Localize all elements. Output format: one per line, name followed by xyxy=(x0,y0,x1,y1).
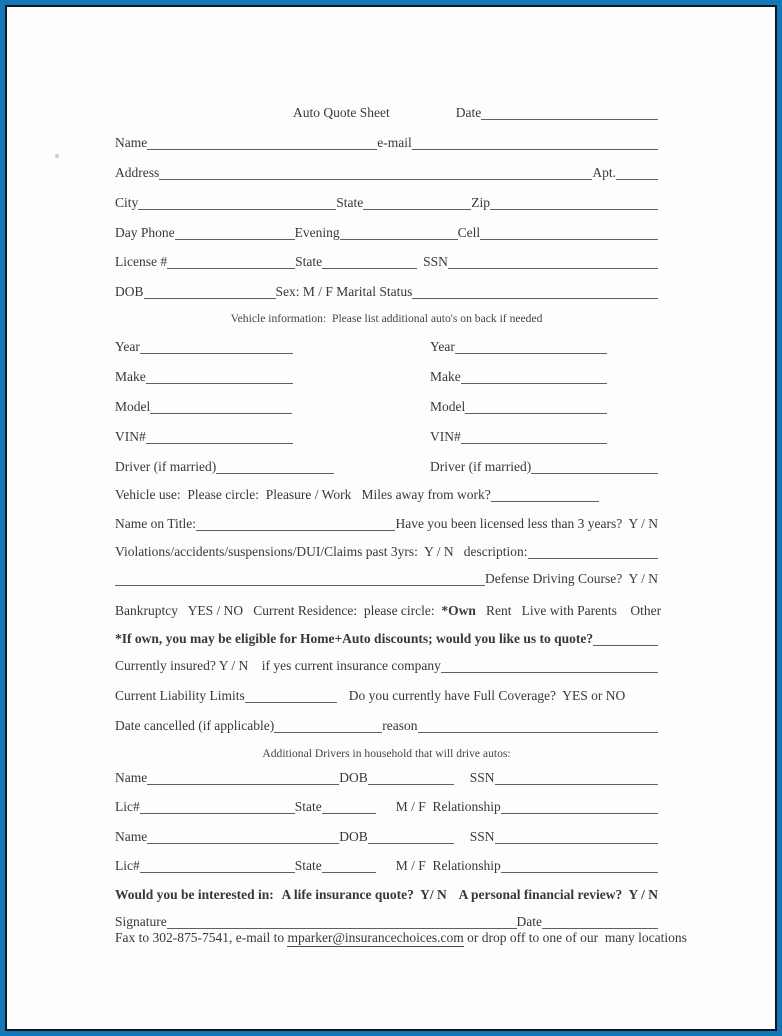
auto-quote-form xyxy=(115,91,687,947)
state-label: State xyxy=(294,858,322,874)
name-label: Name xyxy=(115,829,148,845)
violations-label: Violations/accidents/suspensions/DUI/Claims past 3yrs: Y / N description: xyxy=(115,544,528,560)
licensed-less-3-label: Have you been licensed less than 3 years? Y / N xyxy=(395,516,658,532)
mf-relationship-label: M / F Relationship xyxy=(395,799,501,815)
date-cancelled-blank xyxy=(274,718,382,733)
own-note-label: *If own, you may be eligible for Home+Auto discounts; would you like us to quote? xyxy=(115,631,594,647)
city-blank xyxy=(138,195,336,210)
marital-blank xyxy=(412,284,658,299)
make-blank xyxy=(146,369,293,384)
sex-marital-label: Sex: M / F Marital Status xyxy=(275,284,413,300)
defense-course-label: Defense Driving Course? Y / N xyxy=(485,571,658,587)
dob-blank xyxy=(368,770,454,785)
ssn-label: SSN xyxy=(423,254,448,270)
driver-blank xyxy=(531,459,658,474)
additional-drivers-note-row xyxy=(115,734,658,760)
description-blank xyxy=(528,544,658,559)
name-row xyxy=(115,121,658,151)
year-blank xyxy=(455,339,607,354)
dob-label: DOB xyxy=(115,284,144,300)
make-blank xyxy=(461,369,607,384)
lic-blank xyxy=(140,799,295,814)
date-label: Date xyxy=(455,105,482,121)
model-blank xyxy=(465,399,607,414)
ssn-blank xyxy=(495,770,658,785)
date-cancelled-label: Date cancelled (if applicable) xyxy=(115,718,275,734)
model-label: Model xyxy=(115,399,151,415)
make-label: Make xyxy=(115,369,146,385)
lic-label: Lic# xyxy=(115,858,140,874)
financial-review-label: A personal financial review? Y / N xyxy=(458,887,658,903)
bankruptcy-label: Bankruptcy YES / NO Current Residence: please circle: xyxy=(115,603,442,619)
dob-label: DOB xyxy=(339,829,368,845)
address-label: Address xyxy=(115,165,160,181)
life-quote-label: A life insurance quote? Y/ N xyxy=(281,887,447,903)
vehicle-columns xyxy=(115,325,658,475)
signature-row xyxy=(115,903,658,930)
relationship-blank xyxy=(501,799,658,814)
dob-row xyxy=(115,270,658,300)
name-blank xyxy=(147,829,339,844)
violations-row xyxy=(115,532,658,560)
model-label: Model xyxy=(430,399,466,415)
vehicle-use-label: Vehicle use: Please circle: Pleasure / Work Miles away from work? xyxy=(115,487,491,503)
license-blank xyxy=(167,254,295,269)
model-row xyxy=(115,385,430,415)
mf-relationship-label: M / F Relationship xyxy=(395,858,501,874)
ssn-blank xyxy=(495,829,658,844)
year-row xyxy=(115,325,430,355)
city-row xyxy=(115,181,658,211)
driver-married-label: Driver (if married) xyxy=(115,459,217,475)
year-label: Year xyxy=(115,339,140,355)
apt-blank xyxy=(616,165,658,180)
year-blank xyxy=(140,339,293,354)
date-cancelled-row xyxy=(115,704,658,734)
email-address: mparker@insurancechoices.com xyxy=(287,930,464,945)
name-blank xyxy=(147,770,339,785)
title-row xyxy=(115,91,658,121)
residence-options-label: Rent Live with Parents Other xyxy=(475,603,662,619)
fax-instructions-suffix: or drop off to one of our many locations xyxy=(463,930,687,945)
description-blank-2 xyxy=(115,571,485,586)
state-blank xyxy=(363,195,471,210)
ssn-blank xyxy=(448,254,658,269)
make-row xyxy=(115,355,430,385)
state-label: State xyxy=(294,799,322,815)
ssn-label: SSN xyxy=(469,829,495,845)
vin-blank xyxy=(461,429,607,444)
signature-label: Signature xyxy=(115,914,167,930)
reason-label: reason xyxy=(382,718,418,734)
name-label: Name xyxy=(115,770,148,786)
vin-row xyxy=(430,415,658,445)
miles-blank xyxy=(491,487,599,502)
vehicle-note-row xyxy=(115,300,658,325)
name-on-title-row xyxy=(115,503,658,532)
add-driver-1-lic-row xyxy=(115,786,658,815)
make-label: Make xyxy=(430,369,461,385)
own-note-row xyxy=(115,619,658,647)
vehicle-column-1 xyxy=(115,325,430,475)
city-label: City xyxy=(115,195,139,211)
address-row xyxy=(115,151,658,181)
reason-blank xyxy=(418,718,658,733)
apt-label: Apt. xyxy=(592,165,616,181)
cell-blank xyxy=(480,225,658,240)
driver-married-label: Driver (if married) xyxy=(430,459,532,475)
zip-label: Zip xyxy=(471,195,491,211)
name-blank xyxy=(147,135,377,150)
model-blank xyxy=(150,399,292,414)
vehicle-info-note: Vehicle information: Please list additional auto's on back if needed xyxy=(230,311,543,325)
liability-blank xyxy=(245,688,337,703)
additional-drivers-note: Additional Drivers in household that will drive autos: xyxy=(262,746,511,760)
interested-row xyxy=(115,874,658,903)
year-row xyxy=(430,325,658,355)
add-driver-2-lic-row xyxy=(115,845,658,874)
name-on-title-label: Name on Title: xyxy=(115,516,197,532)
signature-blank xyxy=(167,914,517,929)
ssn-label: SSN xyxy=(469,770,495,786)
lic-blank xyxy=(140,858,295,873)
defense-row xyxy=(115,560,658,587)
zip-blank xyxy=(490,195,658,210)
address-blank xyxy=(159,165,592,180)
name-on-title-blank xyxy=(196,516,395,531)
license-state-blank xyxy=(322,254,417,269)
dob-label: DOB xyxy=(339,770,368,786)
vehicle-column-2 xyxy=(430,325,658,475)
vin-row xyxy=(115,415,430,445)
currently-insured-label: Currently insured? Y / N if yes current insurance company xyxy=(115,658,441,674)
email-label: e-mail xyxy=(377,135,412,151)
state-blank xyxy=(322,858,376,873)
driver-row xyxy=(430,445,658,475)
insurance-company-blank xyxy=(441,658,658,673)
vin-label: VIN# xyxy=(115,429,146,445)
state-blank xyxy=(322,799,376,814)
signature-date-blank xyxy=(542,914,658,929)
model-row xyxy=(430,385,658,415)
phone-row xyxy=(115,211,658,241)
email-blank xyxy=(412,135,658,150)
bankruptcy-row xyxy=(115,587,662,619)
date-label: Date xyxy=(516,914,542,930)
state-label: State xyxy=(336,195,364,211)
dob-blank xyxy=(144,284,276,299)
evening-blank xyxy=(340,225,458,240)
fax-instructions: Fax to 302-875-7541, e-mail to xyxy=(115,930,288,945)
name-label: Name xyxy=(115,135,148,151)
day-phone-label: Day Phone xyxy=(115,225,175,241)
lic-label: Lic# xyxy=(115,799,140,815)
state-label: State xyxy=(295,254,323,270)
add-driver-2-name-row xyxy=(115,815,658,845)
evening-label: Evening xyxy=(294,225,340,241)
license-row xyxy=(115,241,658,270)
cell-label: Cell xyxy=(457,225,481,241)
own-option-label: *Own xyxy=(441,603,476,619)
make-row xyxy=(430,355,658,385)
dob-blank xyxy=(368,829,454,844)
vehicle-use-row xyxy=(115,475,658,503)
fax-row xyxy=(115,930,687,947)
quote-blank xyxy=(593,631,658,646)
date-blank xyxy=(481,105,658,120)
year-label: Year xyxy=(430,339,455,355)
add-driver-1-name-row xyxy=(115,760,658,786)
page-title: Auto Quote Sheet xyxy=(293,105,390,121)
license-label: License # xyxy=(115,254,168,270)
full-coverage-label: Do you currently have Full Coverage? YES or NO xyxy=(348,688,626,704)
interested-label: Would you be interested in: xyxy=(115,887,274,903)
vin-label: VIN# xyxy=(430,429,461,445)
currently-insured-row xyxy=(115,647,658,674)
day-phone-blank xyxy=(175,225,295,240)
driver-blank xyxy=(216,459,334,474)
relationship-blank xyxy=(501,858,658,873)
liability-row xyxy=(115,674,658,704)
vin-blank xyxy=(146,429,293,444)
scan-artifact xyxy=(55,154,59,158)
liability-limits-label: Current Liability Limits xyxy=(115,688,245,704)
driver-row xyxy=(115,445,430,475)
